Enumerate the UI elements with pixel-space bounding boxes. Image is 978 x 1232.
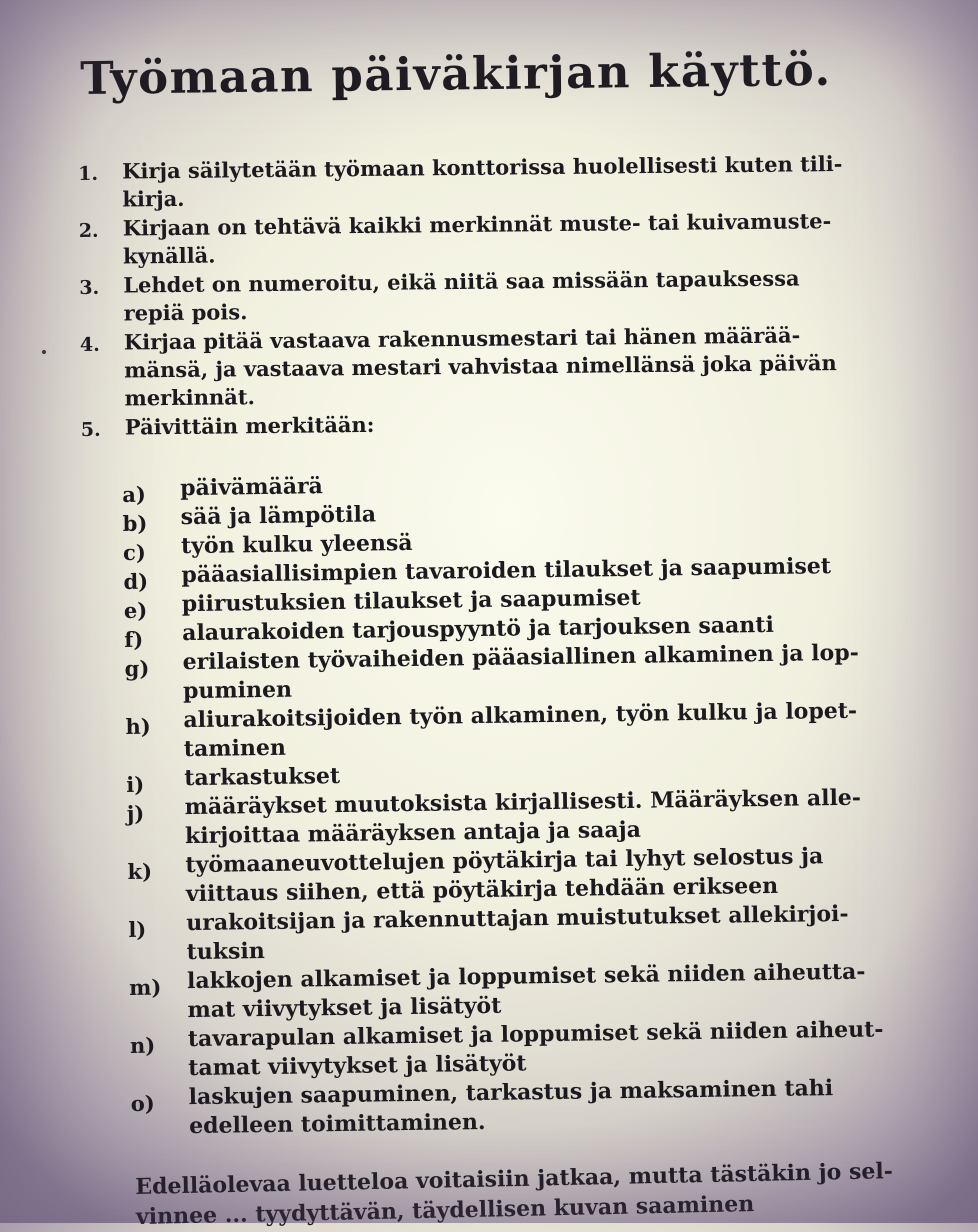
numbered-item-3	[79, 264, 880, 328]
item-letter: e)	[123, 597, 148, 623]
item-line: erilaisten työvaiheiden pääasiallinen alkaminen ja lop-	[182, 639, 859, 676]
item-line: tuksin	[186, 938, 265, 966]
item-letter: a)	[122, 481, 146, 507]
numbered-item-2	[79, 207, 880, 271]
item-line: merkinnät.	[124, 384, 255, 411]
item-number: 4.	[79, 333, 100, 356]
item-line: mat viivytykset ja lisätyöt	[187, 992, 502, 1024]
item-line: Kirjaan on tehtävä kaikki merkinnät muste- tai kuivamuste-	[122, 208, 832, 241]
item-line: Kirjaa pitää vastaava rakennusmestari tai hänen määrää-	[123, 322, 801, 355]
item-line: mänsä, ja vastaava mestari vahvistaa nimellänsä joka päivän	[124, 350, 837, 383]
item-letter: c)	[122, 539, 146, 565]
item-letter: o)	[130, 1090, 155, 1116]
item-line: viittaus siihen, että pöytäkirja tehdään erikseen	[185, 872, 779, 908]
item-line: Lehdet on numeroitu, eikä niitä saa missään tapauksessa	[123, 265, 800, 298]
lettered-item-o	[131, 1073, 922, 1142]
item-line: alaurakoiden tarjouspyyntö ja tarjouksen saanti	[182, 611, 775, 647]
numbered-item-4	[80, 321, 881, 413]
item-line: sää ja lämpötila	[180, 501, 377, 531]
item-letter: m)	[128, 974, 162, 1000]
item-line: aliurakoitsijoiden työn alkaminen, työn kulku ja lopet-	[183, 697, 858, 734]
item-letter: f)	[124, 626, 144, 652]
numbered-list	[78, 150, 881, 443]
item-line: puminen	[182, 676, 293, 705]
item-line: Kirja säilytetään työmaan konttorissa huolellisesti kuten tili-	[122, 150, 843, 184]
closing-line-1: Edelläolevaa luetteloa voitaisiin jatkaa, mutta tästäkin jo sel-	[135, 1158, 894, 1200]
item-letter: h)	[125, 713, 151, 739]
item-line: repiä pois.	[123, 299, 248, 326]
item-line: taminen	[183, 734, 287, 763]
item-line: edelleen toimittaminen.	[188, 1108, 486, 1140]
item-line: Päivittäin merkitään:	[124, 411, 375, 440]
item-line: piirustuksien tilaukset ja saapumiset	[181, 584, 641, 618]
item-line: urakoitsijan ja rakennuttajan muistutukset allekirjoi-	[186, 900, 849, 937]
item-number: 1.	[78, 162, 99, 185]
margin-dot	[42, 350, 46, 354]
item-number: 5.	[80, 418, 101, 441]
item-line: kirja.	[122, 185, 185, 212]
item-number: 3.	[79, 276, 100, 299]
item-line: tarkastukset	[184, 762, 341, 792]
lettered-list	[122, 464, 921, 1142]
page-title: Työmaan päiväkirjan käyttö.	[80, 42, 832, 105]
item-line: päivämäärä	[180, 473, 324, 502]
item-letter: j)	[126, 800, 145, 826]
item-line: pääasiallisimpien tavaroiden tilaukset ja saapumiset	[181, 553, 832, 589]
item-letter: d)	[123, 568, 149, 594]
item-letter: n)	[129, 1032, 156, 1058]
item-letter: i)	[126, 771, 145, 797]
closing-line-2: vinnee ... tyydyttävän, täydellisen kuvan saaminen	[135, 1191, 755, 1230]
item-line: määräykset muutoksista kirjallisesti. Määräyksen alle-	[184, 784, 862, 821]
item-line: kirjoittaa määräyksen antaja ja saaja	[184, 816, 642, 850]
item-line: työmaaneuvottelujen pöytäkirja tai lyhyt selostus ja	[185, 843, 824, 879]
item-letter: g)	[124, 655, 150, 681]
item-line: laskujen saapuminen, tarkastus ja maksaminen tahi	[188, 1075, 834, 1111]
item-letter: k)	[127, 858, 153, 884]
item-letter: b)	[122, 510, 148, 536]
item-number: 2.	[78, 219, 99, 242]
item-line: tavarapulan alkamiset ja loppumiset sekä niiden aiheut-	[187, 1016, 884, 1053]
closing-paragraph	[135, 1155, 936, 1232]
item-line: tamat viivytykset ja lisätyöt	[188, 1050, 527, 1082]
item-line: lakkojen alkamiset ja loppumiset sekä niiden aiheutta-	[186, 958, 866, 995]
item-letter: l)	[128, 916, 147, 942]
numbered-item-1	[78, 150, 879, 214]
item-line: kynällä.	[122, 242, 216, 269]
item-line: työn kulku yleensä	[180, 529, 413, 560]
